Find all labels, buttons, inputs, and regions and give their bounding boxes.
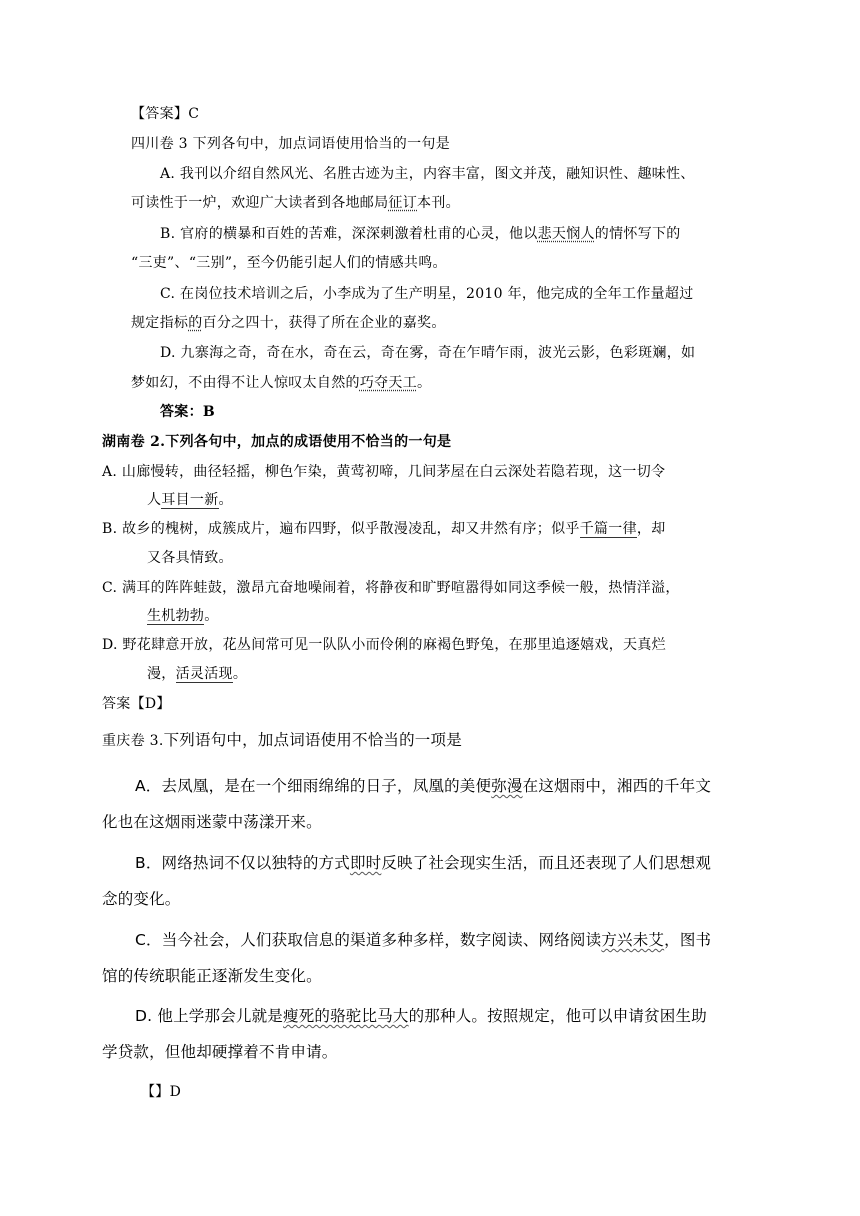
- emphasized-term: 耳目一新: [161, 492, 219, 508]
- option-text: D. 他上学那会儿就是瘦死的骆驼比马大的那种人。按照规定，他可以申请贫困生助: [135, 1007, 707, 1025]
- option-text: 漫，活灵活现。: [147, 666, 248, 682]
- option-text: 馆的传统职能正逐渐发生变化。: [102, 967, 322, 985]
- option-text: B．网络热词不仅以独特的方式即时反映了社会现实生活，而且还表现了人们思想观: [135, 854, 712, 872]
- answer-line: 答案【D】: [102, 696, 171, 712]
- question-heading: 四川卷 3 下列各句中，加点词语使用恰当的一句是: [131, 136, 451, 152]
- option-text: A. 我刊以介绍自然风光、名胜古迹为主，内容丰富，图文并茂，融知识性、趣味性、: [160, 166, 695, 182]
- option-text: 学贷款，但他却硬撑着不肯申请。: [102, 1043, 338, 1061]
- option-text: B. 官府的横暴和百姓的苦难，深深刺激着杜甫的心灵，他以悲天悯人的情怀写下的: [160, 226, 681, 242]
- answer-line: 【答案】C: [131, 106, 200, 122]
- option-text: 梦如幻，不由得不让人惊叹太自然的巧夺天工。: [131, 375, 432, 391]
- emphasized-term: 巧夺天工: [359, 375, 418, 391]
- option-text: A．去凤凰，是在一个细雨绵绵的日子，凤凰的美便弥漫在这烟雨中，湘西的千年文: [135, 777, 712, 795]
- emphasized-term: 瘦死的骆驼比马大: [283, 1007, 409, 1025]
- emphasized-term: 活灵活现: [175, 666, 233, 682]
- emphasized-term: 方兴未艾: [601, 931, 665, 949]
- option-text: C. 满耳的阵阵蛙鼓，激昂亢奋地噪闹着，将静夜和旷野喧嚣得如同这季候一般，热情洋溢，: [102, 580, 680, 596]
- option-text: 又各具情致。: [147, 550, 233, 566]
- option-text: 生机勃勃。: [147, 608, 219, 624]
- answer-line: 【】D: [141, 1084, 182, 1100]
- option-text: 可读性于一炉，欢迎广大读者到各地邮局征订本刊。: [131, 195, 460, 211]
- emphasized-term: 的: [188, 315, 203, 331]
- question-heading: 湖南卷 2.下列各句中，加点的成语使用不恰当的一句是: [102, 434, 452, 450]
- emphasized-term: 征订: [388, 195, 418, 211]
- option-text: C. 在岗位技术培训之后，小李成为了生产明星，2010 年，他完成的全年工作量超过: [160, 286, 694, 302]
- option-text: D. 野花肆意开放，花丛间常可见一队队小而伶俐的麻褐色野兔，在那里追逐嬉戏，天真烂: [102, 637, 666, 653]
- option-text: B. 故乡的槐树，成簇成片，遍布四野，似乎散漫凌乱，却又井然有序；似乎千篇一律，却: [102, 521, 666, 537]
- emphasized-term: 即时: [349, 854, 382, 872]
- option-text: 化也在这烟雨迷蒙中荡漾开来。: [102, 813, 322, 831]
- emphasized-term: 生机勃勃: [147, 608, 205, 624]
- option-text: 规定指标的百分之四十，获得了所在企业的嘉奖。: [131, 315, 446, 331]
- emphasized-term: 悲天悯人: [537, 226, 595, 242]
- answer-line: 答案：B: [160, 404, 216, 420]
- option-text: A. 山廊慢转，曲径轻摇，柳色乍染，黄莺初啼，几间茅屋在白云深处若隐若现，这一切令: [102, 464, 666, 480]
- question-heading: 重庆卷 3.下列语句中，加点词语使用不恰当的一项是: [102, 731, 462, 749]
- option-text: D. 九寨海之奇，奇在水，奇在云，奇在雾，奇在乍晴乍雨，波光云影，色彩斑斓，如: [160, 345, 696, 361]
- option-text: 念的变化。: [102, 890, 181, 908]
- option-text: “三吏”、“三别”，至今仍能引起人们的情感共鸣。: [131, 255, 447, 271]
- option-text: 人耳目一新。: [147, 492, 233, 508]
- emphasized-term: 千篇一律: [579, 521, 637, 537]
- emphasized-term: 弥漫: [491, 777, 523, 795]
- option-text: C．当今社会，人们获取信息的渠道多种多样，数字阅读、网络阅读方兴未艾，图书: [135, 931, 712, 949]
